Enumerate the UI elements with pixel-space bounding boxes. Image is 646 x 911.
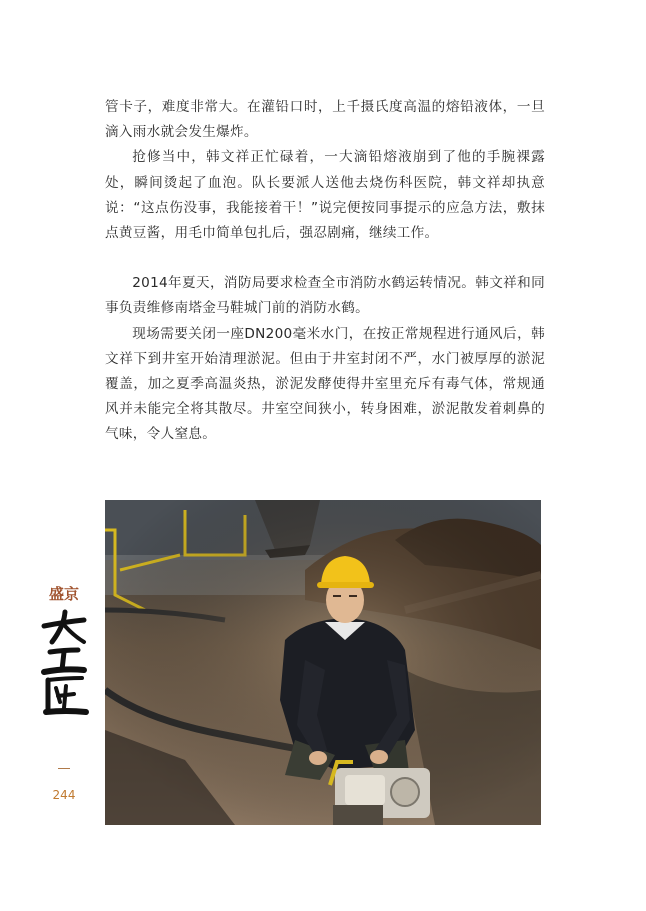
paragraph-3: 2014年夏天，消防局要求检查全市消防水鹤运转情况。韩文祥和同事负责维修南塔金马鞋城门前的消防水鹤。: [105, 275, 545, 317]
book-brand: [38, 585, 90, 722]
brand-calligraphy-logo: [38, 608, 90, 722]
page-number: 244: [52, 788, 76, 802]
page-divider: [58, 768, 70, 769]
paragraph-1: 管卡子，难度非常大。在灌铅口时，上千摄氏度高温的熔铅液体，一旦滴入雨水就会发生爆炸。: [105, 99, 545, 141]
brand-title: 盛京: [48, 585, 79, 603]
worker-photo: [105, 500, 541, 825]
paragraph-2: 抢修当中，韩文祥正忙碌着，一大滴铅熔液崩到了他的手腕裸露处，瞬间烫起了血泡。队长要派人送他去烧伤科医院，韩文祥却执意说：“这点伤没事，我能接着干！”说完便按同事提示的应急方法，敷抹点黄豆酱，用毛巾简单包扎后，强忍剧痛，继续工作。: [105, 149, 545, 242]
paragraph-4: 现场需要关闭一座DN200毫米水门，在按正常规程进行通风后，韩文祥下到井室开始清理淤泥。但由于井室封闭不严，水门被厚厚的淤泥覆盖，加之夏季高温炎热，淤泥发酵使得井室里充斥有毒气体，常规通风并未能完全将其散尽。井室空间狭小，转身困难，淤泥散发着刺鼻的气味，令人窒息。: [105, 325, 545, 443]
paragraph-gap: [105, 246, 545, 271]
body-text: [105, 95, 545, 448]
